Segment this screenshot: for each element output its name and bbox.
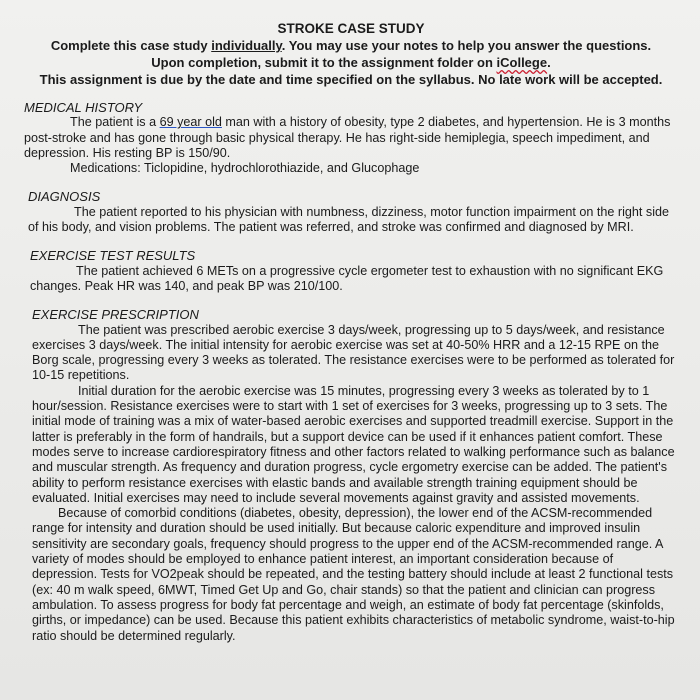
document-title: STROKE CASE STUDY — [277, 21, 425, 36]
medical-history-section — [22, 100, 680, 176]
due-date-line: This assignment is due by the date and time specified on the syllabus. No late work will be accepted. — [39, 72, 663, 87]
exercise-prescription-heading: EXERCISE PRESCRIPTION — [32, 307, 199, 323]
medical-history-paragraph: The patient is a 69 year old man with a history of obesity, type 2 diabetes, and hypertension. He is 3 months post-stroke and has gone through basic physical therapy. He has right-side hemiplegia, speech impediment, and depression. His resting BP is 150/90. — [24, 115, 671, 160]
instructions-line: Complete this case study individually. You may use your notes to help you answer the questions. — [50, 38, 652, 53]
exercise-prescription-section — [22, 307, 680, 644]
patient-age: 69 year old — [159, 115, 222, 130]
diagnosis-heading: DIAGNOSIS — [28, 189, 101, 205]
assignment-header — [22, 20, 680, 88]
diagnosis-paragraph: The patient reported to his physician with numbness, dizziness, motor function impairment on the right side of his body, and vision problems. The patient was referred, and stroke was confirmed and diagnosed by MRI. — [28, 204, 670, 235]
prescription-paragraph-2: Initial duration for the aerobic exercise was 15 minutes, progressing every 3 weeks as tolerated by to 1 hour/session. Resistance exercises were to start with 1 set of exercises for 3 weeks, progressing up to 3 sets. The initial mode of training was a mix of water-based aerobic exercises and supported treadmill exercise. Support in the latter is preferably in the form of handrails, but a support device can be used if it enhances patient comfort. These modes serve to increase cardiorespiratory fitness and other factors related to walking performance such as balance and muscular strength. As frequency and duration progress, cycle ergometry exercise can be added. The patient's ability to perform resistance exercises with elastic bands and available strength training equipment should be evaluated. Initial exercises may need to include several movements against gravity and assisted movements. — [32, 383, 675, 505]
prescription-paragraph-1: The patient was prescribed aerobic exercise 3 days/week, progressing up to 5 days/week, and resistance exercises 3 days/week. The initial intensity for aerobic exercise was set at 40-50% HRR and a 12-15 RPE on the Borg scale, progressing every 3 weeks as tolerated. The resistance exercises were to be performed as tolerated for 10-15 repetitions. — [32, 322, 675, 383]
prescription-paragraph-3: Because of comorbid conditions (diabetes, obesity, depression), the lower end of the ACSM-recommended range for intensity and duration should be used initially. But because caloric expenditure and improved insulin sensitivity are secondary goals, frequency should progress to the upper end of the ACSM-recommended range. A variety of modes should be employed to enhance patient interest, an important consideration because of depression. Tests for VO2peak should be repeated, and the testing battery should include at least 2 functional tests (ex: 40 m walk speed, 6MWT, Timed Get Up and Go, chair stands) so that the patient and clinician can progress ambulation. To assess progress for body fat percentage and weigh, an estimate of body fat percentage (skinfolds, girths, or impedance) can be used. Because this patient exhibits characteristics of metabolic syndrome, waist-to-hip ratio should be determined regularly. — [32, 506, 675, 643]
diagnosis-section — [22, 189, 680, 235]
submission-line: Upon completion, submit it to the assignment folder on iCollege. — [151, 55, 551, 70]
medications-line: Medications: Ticlopidine, hydrochlorothiazide, and Glucophage — [70, 161, 420, 176]
icollege-link[interactable]: iCollege — [496, 55, 548, 70]
exercise-test-heading: EXERCISE TEST RESULTS — [30, 248, 196, 264]
exercise-test-section — [22, 248, 680, 294]
exercise-test-paragraph: The patient achieved 6 METs on a progressive cycle ergometer test to exhaustion with no significant EKG changes. Peak HR was 140, and peak BP was 210/100. — [30, 263, 664, 293]
individually-emphasis: individually — [211, 38, 282, 53]
medical-history-heading: MEDICAL HISTORY — [24, 100, 143, 115]
